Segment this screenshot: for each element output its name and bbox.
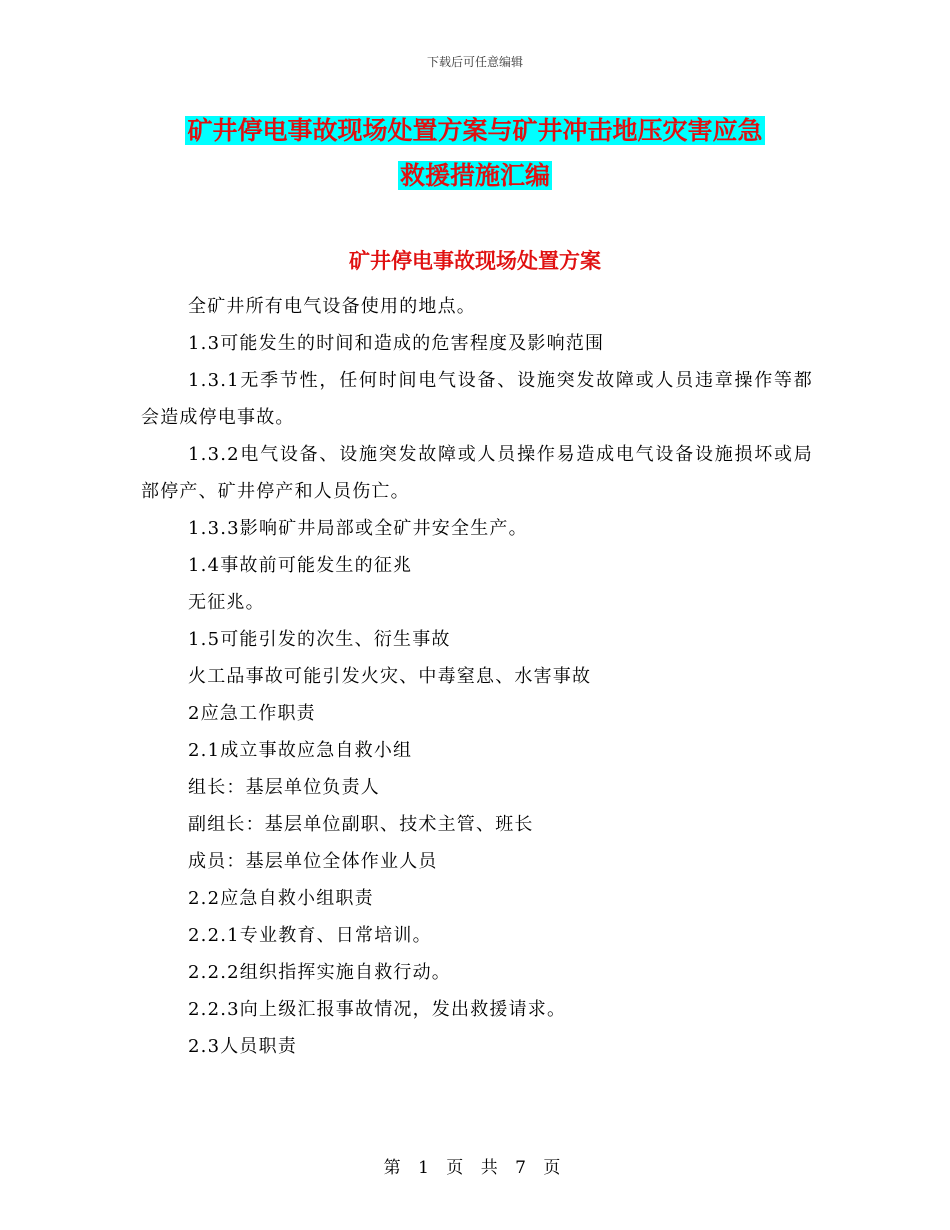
document-body	[141, 288, 813, 1065]
paragraph: 副组长：基层单位副职、技术主管、班长	[188, 814, 534, 835]
document-title-text-1: 矿井停电事故现场处置方案与矿井冲击地压灾害应急	[187, 116, 763, 145]
page-footer: 第 1 页 共 7 页	[383, 1158, 567, 1178]
paragraph: 1.3.1无季节性，任何时间电气设备、设施突发故障或人员违章操作等都会造成停电事故。	[141, 370, 813, 428]
paragraph: 2应急工作职责	[188, 703, 316, 724]
section-title: 矿井停电事故现场处置方案	[349, 249, 601, 273]
paragraph: 1.4事故前可能发生的征兆	[188, 555, 413, 576]
paragraph: 1.5可能引发的次生、衍生事故	[188, 629, 451, 650]
paragraph: 1.3.2电气设备、设施突发故障或人员操作易造成电气设备设施损坏或局部停产、矿井停产和人员伤亡。	[141, 444, 813, 502]
paragraph: 组长：基层单位负责人	[188, 777, 380, 798]
paragraph: 2.2应急自救小组职责	[188, 888, 374, 909]
paragraph: 2.3人员职责	[188, 1036, 298, 1057]
paragraph: 1.3.3影响矿井局部或全矿井安全生产。	[188, 518, 528, 539]
header-note: 下载后可任意编辑	[426, 55, 523, 69]
paragraph: 无征兆。	[188, 592, 265, 613]
paragraph: 成员：基层单位全体作业人员	[188, 851, 438, 872]
paragraph: 全矿井所有电气设备使用的地点。	[188, 296, 476, 317]
document-title-text-2: 救援措施汇编	[399, 161, 550, 190]
paragraph: 2.2.1专业教育、日常培训。	[188, 925, 432, 946]
paragraph: 2.1成立事故应急自救小组	[188, 740, 413, 761]
paragraph: 2.2.2组织指挥实施自救行动。	[188, 962, 451, 983]
document-title-line-1	[0, 111, 950, 151]
paragraph: 2.2.3向上级汇报事故情况，发出救援请求。	[188, 999, 567, 1020]
paragraph: 1.3可能发生的时间和造成的危害程度及影响范围	[188, 333, 605, 354]
paragraph: 火工品事故可能引发火灾、中毒窒息、水害事故	[188, 666, 592, 687]
document-title-line-2	[0, 156, 950, 196]
